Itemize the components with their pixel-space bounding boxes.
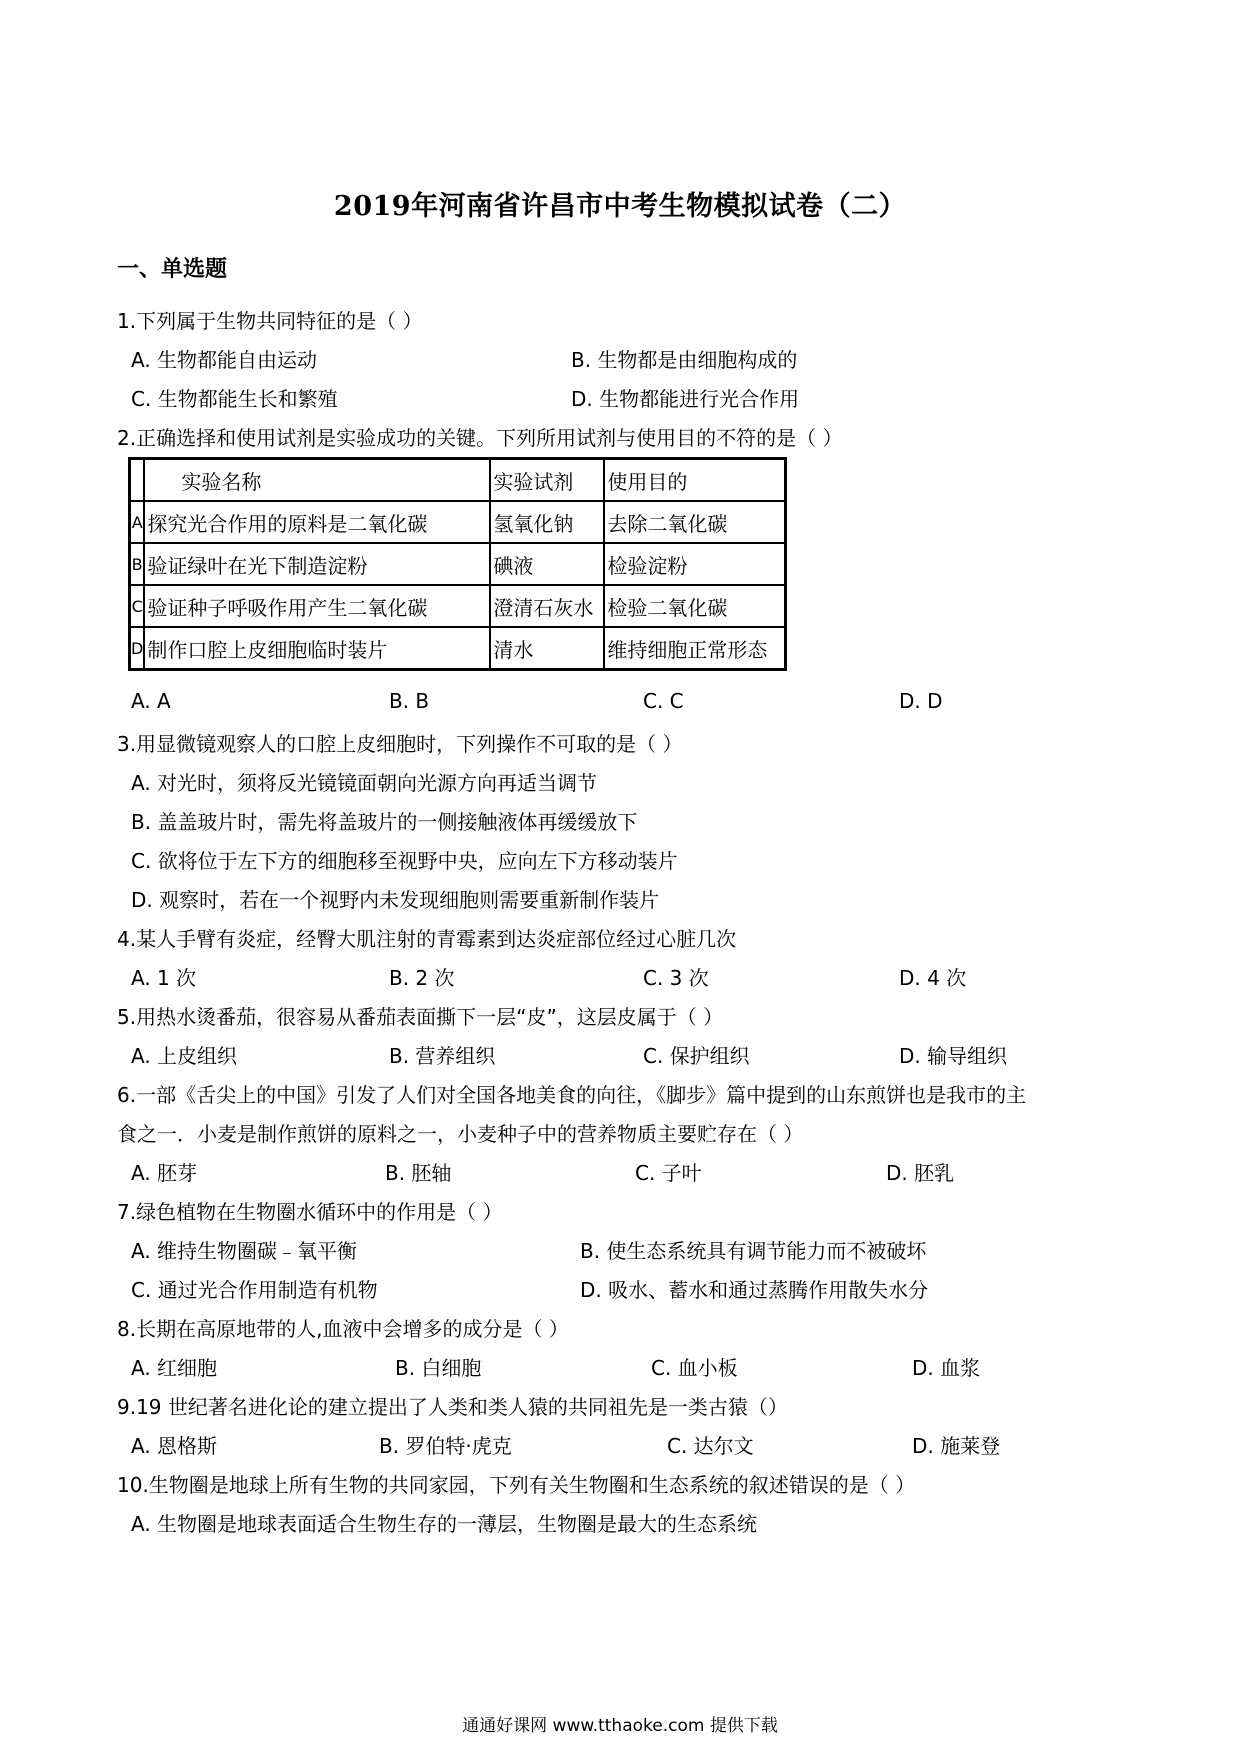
q1-option-c: C. 生物都能生长和繁殖 — [131, 387, 338, 411]
table-row — [130, 543, 786, 585]
q8-option-a: A. 红细胞 — [131, 1356, 218, 1380]
q4-option-d: D. 4 次 — [899, 966, 967, 990]
row-letter: C — [130, 585, 145, 627]
table-header-row — [130, 459, 786, 502]
question-5-stem: 5.用热水烫番茄，很容易从番茄表面撕下一层“皮”，这层皮属于（ ） — [117, 1005, 724, 1029]
question-10-stem: 10.生物圈是地球上所有生物的共同家园，下列有关生物圈和生态系统的叙述错误的是（ ） — [117, 1473, 916, 1497]
q7-option-a: A. 维持生物圈碳﹣氧平衡 — [131, 1239, 358, 1263]
q9-option-a: A. 恩格斯 — [131, 1434, 218, 1458]
question-2-stem: 2.正确选择和使用试剂是实验成功的关键。下列所用试剂与使用目的不符的是（ ） — [117, 426, 843, 450]
row-letter: B — [130, 543, 145, 585]
question-4-stem: 4.某人手臂有炎症，经臀大肌注射的青霉素到达炎症部位经过心脏几次 — [117, 927, 737, 951]
q3-option-a: A. 对光时，须将反光镜镜面朝向光源方向再适当调节 — [131, 771, 598, 795]
q3-option-c: C. 欲将位于左下方的细胞移至视野中央，应向左下方移动装片 — [131, 849, 678, 873]
page-footer: 通通好课网 www.tthaoke.com 提供下载 — [462, 1716, 778, 1736]
table-cell: 维持细胞正常形态 — [604, 627, 786, 670]
section-heading: 一、单选题 — [117, 257, 228, 282]
q10-option-a: A. 生物圈是地球表面适合生物生存的一薄层，生物圈是最大的生态系统 — [131, 1512, 758, 1536]
table-cell: 去除二氧化碳 — [604, 501, 786, 543]
q1-option-a: A. 生物都能自由运动 — [131, 348, 318, 372]
q9-option-c: C. 达尔文 — [667, 1434, 754, 1458]
question-6-stem-line2: 食之一．小麦是制作煎饼的原料之一，小麦种子中的营养物质主要贮存在（ ） — [117, 1122, 804, 1146]
q4-option-c: C. 3 次 — [643, 966, 709, 990]
table-cell — [130, 459, 145, 502]
table-header-cell: 使用目的 — [604, 459, 786, 502]
q1-option-b: B. 生物都是由细胞构成的 — [571, 348, 798, 372]
q7-option-c: C. 通过光合作用制造有机物 — [131, 1278, 378, 1302]
table-cell: 碘液 — [490, 543, 604, 585]
question-1-stem: 1.下列属于生物共同特征的是（ ） — [117, 309, 423, 333]
q6-option-a: A. 胚芽 — [131, 1161, 198, 1185]
q6-option-c: C. 子叶 — [635, 1161, 702, 1185]
row-letter: A — [130, 501, 145, 543]
q9-option-d: D. 施莱登 — [912, 1434, 1001, 1458]
experiment-table — [128, 457, 787, 671]
q4-option-a: A. 1 次 — [131, 966, 197, 990]
q3-option-d: D. 观察时，若在一个视野内未发现细胞则需要重新制作装片 — [131, 888, 660, 912]
table-cell: 氢氧化钠 — [490, 501, 604, 543]
q2-option-a: A. A — [131, 689, 171, 713]
q2-option-d: D. D — [899, 689, 943, 713]
table-cell: 探究光合作用的原料是二氧化碳 — [144, 501, 490, 543]
table-header-cell: 实验名称 — [144, 459, 490, 502]
q3-option-b: B. 盖盖玻片时，需先将盖玻片的一侧接触液体再缓缓放下 — [131, 810, 638, 834]
q6-option-b: B. 胚轴 — [385, 1161, 452, 1185]
table-cell: 制作口腔上皮细胞临时装片 — [144, 627, 490, 670]
q9-option-b: B. 罗伯特·虎克 — [379, 1434, 512, 1458]
q8-option-b: B. 白细胞 — [395, 1356, 482, 1380]
q5-option-a: A. 上皮组织 — [131, 1044, 238, 1068]
table-header-cell: 实验试剂 — [490, 459, 604, 502]
q1-option-d: D. 生物都能进行光合作用 — [571, 387, 800, 411]
table-row — [130, 585, 786, 627]
table-cell: 检验二氧化碳 — [604, 585, 786, 627]
q8-option-c: C. 血小板 — [651, 1356, 738, 1380]
question-7-stem: 7.绿色植物在生物圈水循环中的作用是（ ） — [117, 1200, 503, 1224]
q6-option-d: D. 胚乳 — [886, 1161, 955, 1185]
q2-option-b: B. B — [389, 689, 430, 713]
q2-option-c: C. C — [643, 689, 684, 713]
q7-option-d: D. 吸水、蓄水和通过蒸腾作用散失水分 — [580, 1278, 929, 1302]
q8-option-d: D. 血浆 — [912, 1356, 981, 1380]
question-9-stem: 9.19 世纪著名进化论的建立提出了人类和类人猿的共同祖先是一类古猿（） — [117, 1395, 788, 1419]
table-cell: 清水 — [490, 627, 604, 670]
question-6-stem-line1: 6.一部《舌尖上的中国》引发了人们对全国各地美食的向往，《脚步》篇中提到的山东煎饼也是我市的主 — [117, 1083, 1027, 1107]
table-cell: 澄清石灰水 — [490, 585, 604, 627]
table-row — [130, 627, 786, 670]
table-row — [130, 501, 786, 543]
q4-option-b: B. 2 次 — [389, 966, 455, 990]
q5-option-b: B. 营养组织 — [389, 1044, 496, 1068]
q5-option-c: C. 保护组织 — [643, 1044, 750, 1068]
exam-title: 2019年河南省许昌市中考生物模拟试卷（二） — [333, 191, 907, 222]
table-cell: 验证绿叶在光下制造淀粉 — [144, 543, 490, 585]
table-cell: 验证种子呼吸作用产生二氧化碳 — [144, 585, 490, 627]
q5-option-d: D. 输导组织 — [899, 1044, 1008, 1068]
q7-option-b: B. 使生态系统具有调节能力而不被破坏 — [580, 1239, 927, 1263]
question-8-stem: 8.长期在高原地带的人,血液中会增多的成分是（ ） — [117, 1317, 569, 1341]
question-3-stem: 3.用显微镜观察人的口腔上皮细胞时，下列操作不可取的是（ ） — [117, 732, 683, 756]
table-cell: 检验淀粉 — [604, 543, 786, 585]
row-letter: D — [130, 627, 145, 670]
